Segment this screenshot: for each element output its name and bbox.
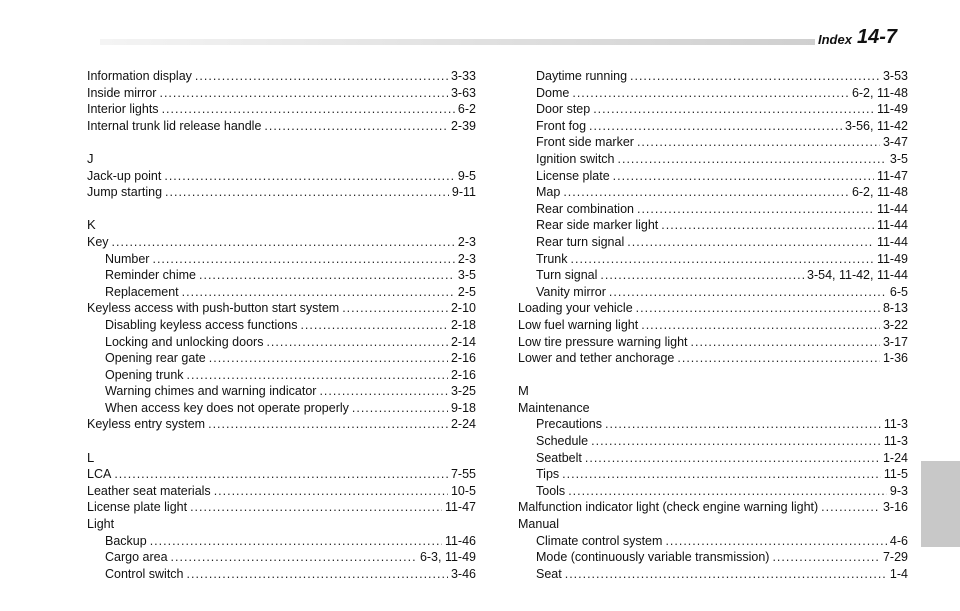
entry-group-light-subs-cont <box>518 68 908 300</box>
entry-page-ref: 4-6 <box>889 533 908 548</box>
entry-term: Rear turn signal <box>536 234 625 249</box>
entry-page-ref: 11-47 <box>444 500 476 515</box>
entry-page-ref: 3-33 <box>450 69 476 83</box>
entry-term: Dome <box>536 85 570 100</box>
entry-group-light-subs <box>87 533 476 583</box>
entry-page-ref: 3-22 <box>882 317 908 332</box>
entry-page-ref: 6-5 <box>889 284 908 299</box>
entry-term: Jack-up point <box>87 168 162 183</box>
maintenance-heading: Maintenance <box>518 400 590 415</box>
dot-leader <box>585 450 880 467</box>
entry-term: Leather seat materials <box>87 483 211 498</box>
index-entry <box>87 400 476 417</box>
entry-group-keyless-subs <box>87 317 476 417</box>
dot-leader <box>568 483 887 500</box>
index-entry <box>518 217 908 234</box>
entry-page-ref: 1-36 <box>882 351 908 366</box>
dot-leader <box>319 383 448 400</box>
index-entry <box>87 317 476 334</box>
entry-page-ref: 3-5 <box>889 151 908 166</box>
entry-group-key-subs <box>87 251 476 301</box>
dot-leader <box>565 566 887 583</box>
entry-term: Replacement <box>105 284 179 299</box>
entry-term: Number <box>105 251 150 266</box>
chapter-tab <box>921 461 960 547</box>
index-entry <box>87 234 476 251</box>
entry-page-ref: 8-13 <box>882 301 908 316</box>
index-entry <box>87 549 476 566</box>
index-entry <box>518 317 908 334</box>
index-entry <box>518 533 908 550</box>
entry-page-ref: 3-46 <box>450 566 476 581</box>
entry-keyless-entry <box>87 416 476 433</box>
entry-page-ref: 2-3 <box>457 251 476 266</box>
entry-page-ref: 2-24 <box>450 417 476 432</box>
dot-leader <box>630 68 880 85</box>
entry-term: Keyless entry system <box>87 417 206 432</box>
dot-leader <box>563 184 849 201</box>
entry-group-l <box>87 466 476 516</box>
dot-leader <box>264 118 448 135</box>
entry-page-ref: 7-29 <box>882 550 908 565</box>
entry-page-ref: 11-44 <box>876 201 908 216</box>
dot-leader <box>150 533 442 550</box>
index-entry <box>87 251 476 268</box>
entry-page-ref: 11-49 <box>876 102 908 117</box>
dot-leader <box>665 533 886 550</box>
entry-page-ref: 9-5 <box>457 168 476 183</box>
entry-page-ref: 2-5 <box>457 284 476 299</box>
index-entry <box>87 466 476 483</box>
dot-leader <box>208 416 448 433</box>
entry-page-ref: 1-4 <box>889 566 908 581</box>
entry-page-ref: 3-25 <box>450 384 476 399</box>
entry-term: Climate control system <box>536 533 663 548</box>
entry-key <box>87 234 476 251</box>
index-column-left <box>87 68 476 582</box>
index-entry <box>518 118 908 135</box>
dot-leader <box>187 566 448 583</box>
index-entry <box>518 450 908 467</box>
entry-page-ref: 2-10 <box>450 301 476 316</box>
index-entry <box>518 251 908 268</box>
dot-leader <box>589 118 842 135</box>
dot-leader <box>821 499 880 516</box>
index-entry <box>518 549 908 566</box>
page-number: 14-7 <box>857 26 898 48</box>
entry-term: Opening trunk <box>105 367 184 382</box>
entry-term: Locking and unlocking doors <box>105 334 264 349</box>
dot-leader <box>772 549 880 566</box>
entry-page-ref: 2-16 <box>450 351 476 366</box>
dot-leader <box>677 350 880 367</box>
manual-heading: Manual <box>518 517 559 532</box>
entry-term: LCA <box>87 467 112 482</box>
dot-leader <box>562 466 881 483</box>
index-entry <box>518 300 908 317</box>
index-entry <box>518 184 908 201</box>
dot-leader <box>165 184 449 201</box>
dot-leader <box>159 85 448 102</box>
index-entry <box>518 68 908 85</box>
index-entry <box>518 101 908 118</box>
entry-term: Cargo area <box>105 550 168 565</box>
dot-leader <box>352 400 448 417</box>
dot-leader <box>214 483 448 500</box>
entry-page-ref: 6-2, 11-48 <box>851 85 908 100</box>
dot-leader <box>600 267 804 284</box>
entry-term: Rear side marker light <box>536 218 659 233</box>
dot-leader <box>152 251 454 268</box>
index-entry <box>518 350 908 367</box>
index-entry <box>518 566 908 583</box>
dot-leader <box>266 334 448 351</box>
entry-term: Information display <box>87 69 192 83</box>
entry-keyless <box>87 300 476 317</box>
entry-page-ref: 6-3, 11-49 <box>419 550 476 565</box>
entry-page-ref: 2-39 <box>450 118 476 133</box>
dot-leader <box>618 151 887 168</box>
index-entry <box>87 85 476 102</box>
entry-term: Lower and tether anchorage <box>518 351 675 366</box>
entry-malfunction <box>518 499 908 516</box>
entry-page-ref: 3-56, 11-42 <box>844 118 908 133</box>
index-entry <box>87 350 476 367</box>
entry-term: Disabling keyless access functions <box>105 317 298 332</box>
entry-term: Reminder chime <box>105 268 197 283</box>
entry-page-ref: 9-3 <box>889 483 908 498</box>
index-entry <box>87 168 476 185</box>
entry-page-ref: 11-3 <box>883 434 908 449</box>
entry-page-ref: 3-47 <box>882 135 908 150</box>
entry-term: Trunk <box>536 251 568 266</box>
entry-page-ref: 1-24 <box>882 450 908 465</box>
dot-leader <box>342 300 448 317</box>
dot-leader <box>637 201 874 218</box>
index-entry <box>518 151 908 168</box>
entry-page-ref: 11-46 <box>444 533 476 548</box>
dot-leader <box>182 284 455 301</box>
dot-leader <box>112 234 455 251</box>
dot-leader <box>171 549 417 566</box>
entry-group-l2 <box>518 300 908 366</box>
entry-page-ref: 11-44 <box>876 234 908 249</box>
index-entry <box>518 499 908 516</box>
index-entry <box>87 101 476 118</box>
entry-term: Daytime running <box>536 69 628 83</box>
entry-page-ref: 11-3 <box>883 417 908 432</box>
index-entry <box>87 566 476 583</box>
dot-leader <box>195 68 448 85</box>
dot-leader <box>209 350 448 367</box>
index-entry <box>87 416 476 433</box>
entry-term: Keyless access with push-button start system <box>87 301 340 316</box>
dot-leader <box>164 168 455 185</box>
index-entry <box>518 267 908 284</box>
entry-term: Interior lights <box>87 102 159 117</box>
entry-page-ref: 3-17 <box>882 334 908 349</box>
entry-page-ref: 2-14 <box>450 334 476 349</box>
entry-term: Key <box>87 234 109 249</box>
entry-term: Tools <box>536 483 566 498</box>
entry-term: Vanity mirror <box>536 284 606 299</box>
dot-leader <box>641 317 880 334</box>
entry-term: Front fog <box>536 118 587 133</box>
entry-term: Low tire pressure warning light <box>518 334 688 349</box>
index-entry <box>87 483 476 500</box>
letter-heading-k: K <box>87 217 96 233</box>
entry-term: License plate light <box>87 500 188 515</box>
entry-term: Precautions <box>536 417 603 432</box>
dot-leader <box>199 267 455 284</box>
entry-page-ref: 6-2 <box>457 102 476 117</box>
entry-term: Turn signal <box>536 268 598 283</box>
index-entry <box>87 499 476 516</box>
entry-page-ref: 3-5 <box>457 268 476 283</box>
dot-leader <box>571 251 874 268</box>
entry-page-ref: 9-18 <box>450 400 476 415</box>
entry-term: Backup <box>105 533 147 548</box>
entry-term: Control switch <box>105 566 184 581</box>
entry-page-ref: 11-47 <box>876 168 908 183</box>
dot-leader <box>187 367 448 384</box>
index-entry <box>518 416 908 433</box>
entry-group-j <box>87 168 476 201</box>
entry-page-ref: 3-53 <box>882 69 908 83</box>
entry-term: Ignition switch <box>536 151 615 166</box>
entry-page-ref: 2-16 <box>450 367 476 382</box>
index-entry <box>87 184 476 201</box>
dot-leader <box>162 101 455 118</box>
index-entry <box>87 284 476 301</box>
index-entry <box>87 300 476 317</box>
dot-leader <box>572 85 849 102</box>
entry-term: Front side marker <box>536 135 634 150</box>
index-entry <box>518 234 908 251</box>
entry-term: Schedule <box>536 434 589 449</box>
entry-term: Low fuel warning light <box>518 317 639 332</box>
index-entry <box>518 134 908 151</box>
entry-term: Door step <box>536 102 591 117</box>
entry-term: Inside mirror <box>87 85 157 100</box>
entry-page-ref: 7-55 <box>450 467 476 482</box>
entry-term: Seat <box>536 566 562 581</box>
entry-term: Internal trunk lid release handle <box>87 118 262 133</box>
dot-leader <box>591 433 881 450</box>
index-entry <box>87 118 476 135</box>
index-entry <box>518 284 908 301</box>
entry-page-ref: 10-5 <box>450 483 476 498</box>
letter-heading-m: M <box>518 383 529 399</box>
entry-page-ref: 11-5 <box>883 467 908 482</box>
entry-term: Rear combination <box>536 201 634 216</box>
entry-page-ref: 6-2, 11-48 <box>851 185 908 200</box>
dot-leader <box>627 234 874 251</box>
index-entry <box>87 334 476 351</box>
index-entry <box>87 68 476 85</box>
entry-term: When access key does not operate properly <box>105 400 349 415</box>
dot-leader <box>637 134 880 151</box>
index-entry <box>87 367 476 384</box>
entry-page-ref: 11-49 <box>876 251 908 266</box>
index-entry <box>518 433 908 450</box>
entry-page-ref: 2-3 <box>457 234 476 249</box>
entry-term: Loading your vehicle <box>518 301 633 316</box>
dot-leader <box>609 284 887 301</box>
entry-term: Tips <box>536 467 560 482</box>
index-entry <box>518 334 908 351</box>
entry-page-ref: 3-16 <box>882 500 908 515</box>
dot-leader <box>593 101 874 118</box>
letter-heading-l: L <box>87 449 95 465</box>
entry-term: License plate <box>536 168 610 183</box>
dot-leader <box>691 334 880 351</box>
entry-term: Malfunction indicator light (check engine warning light) <box>518 500 819 515</box>
dot-leader <box>613 168 874 185</box>
section-title: Index <box>818 32 852 47</box>
index-column-right <box>518 68 908 582</box>
entry-page-ref: 9-11 <box>451 185 476 200</box>
index-entry <box>518 85 908 102</box>
header-rule <box>100 39 815 45</box>
index-entry <box>518 201 908 218</box>
dot-leader <box>114 466 448 483</box>
entry-term: Warning chimes and warning indicator <box>105 384 317 399</box>
entry-group-maintenance-subs <box>518 416 908 499</box>
index-entry <box>518 168 908 185</box>
entry-group-manual-subs <box>518 533 908 583</box>
index-entry <box>87 533 476 550</box>
entry-page-ref: 11-44 <box>876 218 908 233</box>
entry-page-ref: 3-63 <box>450 85 476 100</box>
dot-leader <box>636 300 880 317</box>
entry-group-i <box>87 68 476 134</box>
index-entry <box>87 267 476 284</box>
light-heading: Light <box>87 517 115 532</box>
entry-page-ref: 3-54, 11-42, 11-44 <box>807 268 908 283</box>
index-entry <box>87 383 476 400</box>
dot-leader <box>661 217 874 234</box>
entry-page-ref: 2-18 <box>450 317 476 332</box>
dot-leader <box>605 416 881 433</box>
entry-term: Mode (continuously variable transmission) <box>536 550 770 565</box>
entry-term: Jump starting <box>87 185 163 200</box>
dot-leader <box>190 499 442 516</box>
entry-term: Opening rear gate <box>105 351 206 366</box>
letter-heading-j: J <box>87 150 94 166</box>
dot-leader <box>300 317 448 334</box>
entry-term: Map <box>536 185 561 200</box>
index-entry <box>518 466 908 483</box>
entry-term: Seatbelt <box>536 450 582 465</box>
index-entry <box>518 483 908 500</box>
